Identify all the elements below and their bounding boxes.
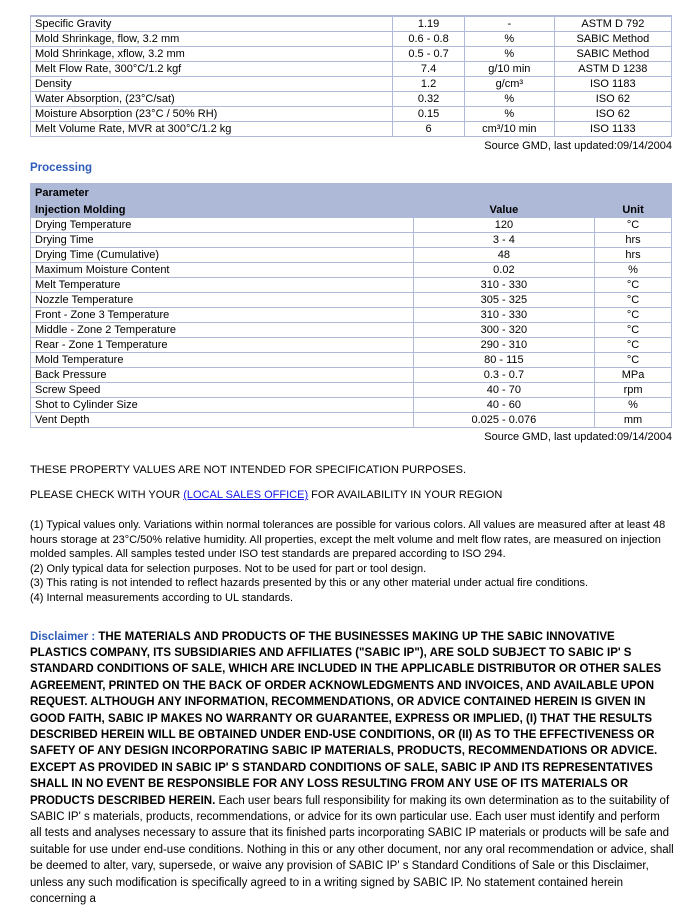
unit-cell: °C — [595, 323, 672, 338]
parameter-cell: Maximum Moisture Content — [31, 263, 414, 278]
value-cell: 0.02 — [413, 263, 594, 278]
table-row — [31, 308, 672, 323]
parameter-cell: Nozzle Temperature — [31, 293, 414, 308]
specification-note: THESE PROPERTY VALUES ARE NOT INTENDED FOR SPECIFICATION PURPOSES. — [30, 464, 467, 476]
disclaimer-regular-text: Each user bears full responsibility for making its own determination as to the suitability of SABIC IP' s materials, products, recommendations, or advice for its own particular use. Each user must identify and perform all tests and analyses necessary to assure that its finished parts incorporating SABIC IP materials or products will be safe and suitable for use under end-use conditions. Nothing in this or any other document, nor any oral recommendation or advice, shall be deemed to alter, vary, supersede, or waive any provision of SABIC IP' s Standard Conditions of Sale or this Disclaimer, unless any such modification is specifically agreed to in a writing signed by SABIC IP. No statement contained herein concerning a — [30, 794, 674, 906]
value-cell: 0.15 — [393, 107, 465, 122]
value-cell: 40 - 60 — [413, 398, 594, 413]
disclaimer-bold-text: THE MATERIALS AND PRODUCTS OF THE BUSINESSES MAKING UP THE SABIC INNOVATIVE PLASTICS COMPANY, ITS SUBSIDIARIES AND AFFILIATES ("SABIC IP"), ARE SOLD SUBJECT TO SABIC IP' S STANDARD CONDITIONS OF SALE, WHICH ARE INCLUDED IN THE APPLICABLE DISTRIBUTOR OR OTHER SALES AGREEMENT, PRINTED ON THE BACK OF ORDER ACKNOWLEDGMENTS AND INVOICES, AND AVAILABLE UPON REQUEST. ALTHOUGH ANY INFORMATION, RECOMMENDATIONS, OR ADVICE CONTAINED HEREIN IS GIVEN IN GOOD FAITH, SABIC IP MAKES NO WARRANTY OR GUARANTEE, EXPRESS OR IMPLIED, (I) THAT THE RESULTS DESCRIBED HEREIN WILL BE OBTAINED UNDER END-USE CONDITIONS, OR (II) AS TO THE EFFECTIVENESS OR SAFETY OF ANY DESIGN INCORPORATING SABIC IP MATERIALS, PRODUCTS, RECOMMENDATIONS OR ADVICE. EXCEPT AS PROVIDED IN SABIC IP' S STANDARD CONDITIONS OF SALE, SABIC IP AND ITS REPRESENTATIVES SHALL IN NO EVENT BE RESPONSIBLE FOR ANY LOSS RESULTING FROM ANY USE OF ITS MATERIALS OR PRODUCTS DESCRIBED HEREIN. — [30, 630, 662, 807]
value-cell: 48 — [413, 248, 594, 263]
unit-cell: °C — [595, 338, 672, 353]
table-row — [31, 218, 672, 233]
property-cell: Mold Shrinkage, flow, 3.2 mm — [31, 32, 393, 47]
table-row — [31, 16, 672, 32]
parameter-cell: Melt Temperature — [31, 278, 414, 293]
unit-cell: % — [464, 47, 554, 62]
parameter-cell: Middle - Zone 2 Temperature — [31, 323, 414, 338]
header-parameter: Parameter — [31, 184, 672, 201]
value-cell: 1.19 — [393, 16, 465, 32]
processing-table-body — [31, 218, 672, 428]
standard-cell: ASTM D 792 — [554, 16, 671, 32]
parameter-cell: Screw Speed — [31, 383, 414, 398]
processing-heading: Processing — [30, 162, 92, 174]
footnote: (1) Typical values only. Variations within normal tolerances are possible for various colors. All values are measured after at least 48 hours storage at 23°C/50% relative humidity. All properties, except the melt volume and melt flow rates, are measured on injection molded samples. All samples tested under ISO test standards are prepared according to ISO 294. — [30, 519, 666, 561]
parameter-cell: Mold Temperature — [31, 353, 414, 368]
table-row — [31, 338, 672, 353]
disclaimer — [30, 629, 674, 908]
header-unit: Unit — [595, 201, 672, 218]
parameter-cell: Drying Temperature — [31, 218, 414, 233]
footnote: (3) This rating is not intended to reflect hazards presented by this or any other material under actual fire conditions. — [30, 577, 589, 590]
unit-cell: hrs — [595, 248, 672, 263]
unit-cell: rpm — [595, 383, 672, 398]
standard-cell: ISO 1183 — [554, 77, 671, 92]
table-row — [31, 47, 672, 62]
processing-table-header — [31, 184, 672, 218]
parameter-cell: Front - Zone 3 Temperature — [31, 308, 414, 323]
value-cell: 0.32 — [393, 92, 465, 107]
table-row — [31, 122, 672, 137]
standard-cell: ISO 62 — [554, 107, 671, 122]
local-sales-office-link[interactable]: (LOCAL SALES OFFICE) — [183, 489, 309, 501]
property-cell: Mold Shrinkage, xflow, 3.2 mm — [31, 47, 393, 62]
unit-cell: cm³/10 min — [464, 122, 554, 137]
property-cell: Density — [31, 77, 393, 92]
value-cell: 310 - 330 — [413, 278, 594, 293]
value-cell: 0.5 - 0.7 — [393, 47, 465, 62]
unit-cell: MPa — [595, 368, 672, 383]
table-row — [31, 32, 672, 47]
value-cell: 310 - 330 — [413, 308, 594, 323]
properties-table-body — [31, 16, 672, 137]
availability-suffix: FOR AVAILABILITY IN YOUR REGION — [308, 489, 503, 501]
table-row — [31, 368, 672, 383]
parameter-cell: Drying Time — [31, 233, 414, 248]
table-header-row — [31, 201, 672, 218]
table-row — [31, 383, 672, 398]
footnotes — [30, 518, 672, 606]
unit-cell: hrs — [595, 233, 672, 248]
parameter-cell: Shot to Cylinder Size — [31, 398, 414, 413]
standard-cell: SABIC Method — [554, 47, 671, 62]
value-cell: 6 — [393, 122, 465, 137]
unit-cell: °C — [595, 308, 672, 323]
value-cell: 0.3 - 0.7 — [413, 368, 594, 383]
unit-cell: % — [595, 398, 672, 413]
unit-cell: % — [464, 107, 554, 122]
unit-cell: % — [595, 263, 672, 278]
value-cell: 305 - 325 — [413, 293, 594, 308]
value-cell: 120 — [413, 218, 594, 233]
property-cell: Moisture Absorption (23°C / 50% RH) — [31, 107, 393, 122]
property-cell: Melt Flow Rate, 300°C/1.2 kgf — [31, 62, 393, 77]
parameter-cell: Drying Time (Cumulative) — [31, 248, 414, 263]
table-header-row — [31, 184, 672, 201]
unit-cell: °C — [595, 353, 672, 368]
value-cell: 1.2 — [393, 77, 465, 92]
standard-cell: ASTM D 1238 — [554, 62, 671, 77]
table-row — [31, 107, 672, 122]
footnote: (4) Internal measurements according to UL standards. — [30, 591, 294, 604]
value-cell: 40 - 70 — [413, 383, 594, 398]
unit-cell: mm — [595, 413, 672, 428]
table-row — [31, 263, 672, 278]
value-cell: 0.6 - 0.8 — [393, 32, 465, 47]
parameter-cell: Vent Depth — [31, 413, 414, 428]
table-row — [31, 353, 672, 368]
standard-cell: ISO 1133 — [554, 122, 671, 137]
parameter-cell: Rear - Zone 1 Temperature — [31, 338, 414, 353]
disclaimer-label: Disclaimer : — [30, 630, 96, 643]
table-row — [31, 398, 672, 413]
properties-table — [30, 15, 672, 137]
table-row — [31, 233, 672, 248]
availability-prefix: PLEASE CHECK WITH YOUR — [30, 489, 184, 501]
table-row — [31, 323, 672, 338]
unit-cell: g/cm³ — [464, 77, 554, 92]
value-cell: 7.4 — [393, 62, 465, 77]
value-cell: 300 - 320 — [413, 323, 594, 338]
table-row — [31, 293, 672, 308]
property-cell: Water Absorption, (23°C/sat) — [31, 92, 393, 107]
source-note: Source GMD, last updated:09/14/2004 — [484, 431, 672, 443]
unit-cell: g/10 min — [464, 62, 554, 77]
standard-cell: ISO 62 — [554, 92, 671, 107]
table-row — [31, 77, 672, 92]
table-row — [31, 278, 672, 293]
unit-cell: °C — [595, 218, 672, 233]
value-cell: 3 - 4 — [413, 233, 594, 248]
unit-cell: °C — [595, 278, 672, 293]
header-value: Value — [413, 201, 594, 218]
unit-cell: - — [464, 16, 554, 32]
property-cell: Specific Gravity — [31, 16, 393, 32]
header-injection-molding: Injection Molding — [31, 201, 414, 218]
unit-cell: °C — [595, 293, 672, 308]
availability-note — [30, 489, 672, 501]
footnote: (2) Only typical data for selection purposes. Not to be used for part or tool design. — [30, 562, 427, 575]
table-row — [31, 248, 672, 263]
table-row — [31, 413, 672, 428]
source-note: Source GMD, last updated:09/14/2004 — [484, 140, 672, 152]
parameter-cell: Back Pressure — [31, 368, 414, 383]
value-cell: 290 - 310 — [413, 338, 594, 353]
table-row — [31, 62, 672, 77]
value-cell: 80 - 115 — [413, 353, 594, 368]
unit-cell: % — [464, 32, 554, 47]
processing-table — [30, 183, 672, 428]
standard-cell: SABIC Method — [554, 32, 671, 47]
table-row — [31, 92, 672, 107]
property-cell: Melt Volume Rate, MVR at 300°C/1.2 kg — [31, 122, 393, 137]
unit-cell: % — [464, 92, 554, 107]
value-cell: 0.025 - 0.076 — [413, 413, 594, 428]
